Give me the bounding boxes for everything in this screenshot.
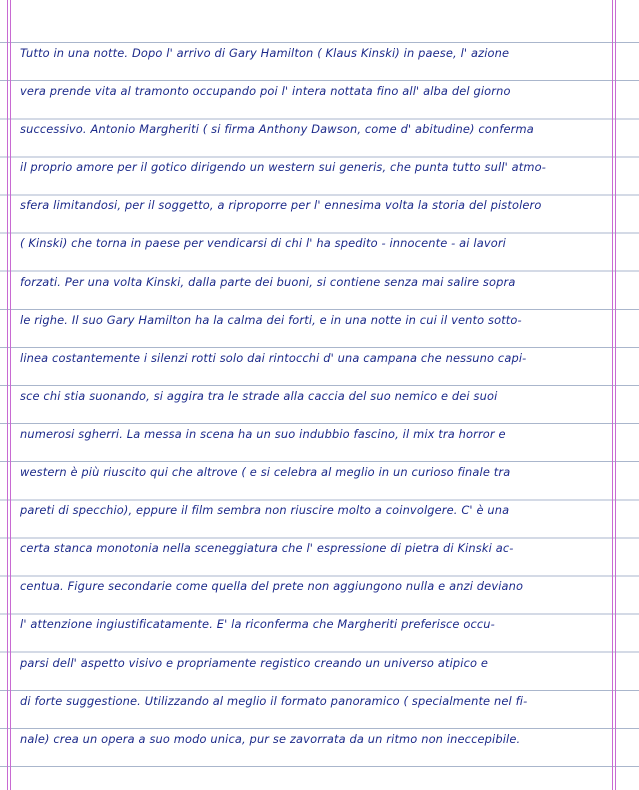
text-line: l' attenzione ingiustificatamente. E' la riconferma che Margheriti preferisce occu- [20, 617, 495, 632]
left-margin-line [7, 0, 8, 790]
text-line: il proprio amore per il gotico dirigendo un western sui generis, che punta tutto sull' atmo- [20, 160, 547, 175]
text-line: ( Kinski) che torna in paese per vendicarsi di chi l' ha spedito - innocente - ai lavori [20, 236, 506, 251]
text-line: le righe. Il suo Gary Hamilton ha la calma dei forti, e in una notte in cui il vento sotto- [20, 312, 522, 327]
text-line: linea costantemente i silenzi rotti solo dai rintocchi d' una campana che nessuno capi- [20, 350, 527, 365]
text-line: sce chi stia suonando, si aggira tra le strade alla caccia del suo nemico e dei suoi [20, 388, 498, 403]
text-line: Tutto in una notte. Dopo l' arrivo di Gary Hamilton ( Klaus Kinski) in paese, l' azione [20, 46, 510, 60]
text-line: centua. Figure secondarie come quella del prete non aggiungono nulla e anzi deviano [20, 579, 524, 594]
text-line: successivo. Antonio Margheriti ( si firma Anthony Dawson, come d' abitudine) conferma [20, 122, 534, 137]
text-line: nale) crea un opera a suo modo unica, pur se zavorrata da un ritmo non ineccepibile. [20, 731, 521, 746]
text-line: di forte suggestione. Utilizzando al meglio il formato panoramico ( specialmente nel fi- [20, 693, 528, 708]
handwritten-text [20, 34, 612, 758]
text-line: numerosi sgherri. La messa in scena ha un suo indubbio fascino, il mix tra horror e [20, 426, 506, 441]
right-margin-line-inner [612, 0, 613, 790]
text-line: certa stanca monotonia nella sceneggiatura che l' espressione di pietra di Kinski ac- [20, 541, 514, 556]
right-margin-line [615, 0, 616, 790]
text-line: vera prende vita al tramonto occupando poi l' intera nottata fino all' alba del giorno [20, 84, 511, 99]
text-line: pareti di specchio), eppure il film sembra non riuscire molto a coinvolgere. C' è una [20, 503, 510, 518]
text-line: western è più riuscito qui che altrove ( e si celebra al meglio in un curioso finale tra [20, 465, 511, 480]
text-line: forzati. Per una volta Kinski, dalla parte dei buoni, si contiene senza mai salire sopra [20, 274, 516, 289]
text-line: sfera limitandosi, per il soggetto, a riproporre per l' ennesima volta la storia del pistolero [20, 198, 542, 213]
left-margin-line-inner [10, 0, 11, 790]
text-line: parsi dell' aspetto visivo e propriamente registico creando un universo atipico e [20, 655, 489, 670]
